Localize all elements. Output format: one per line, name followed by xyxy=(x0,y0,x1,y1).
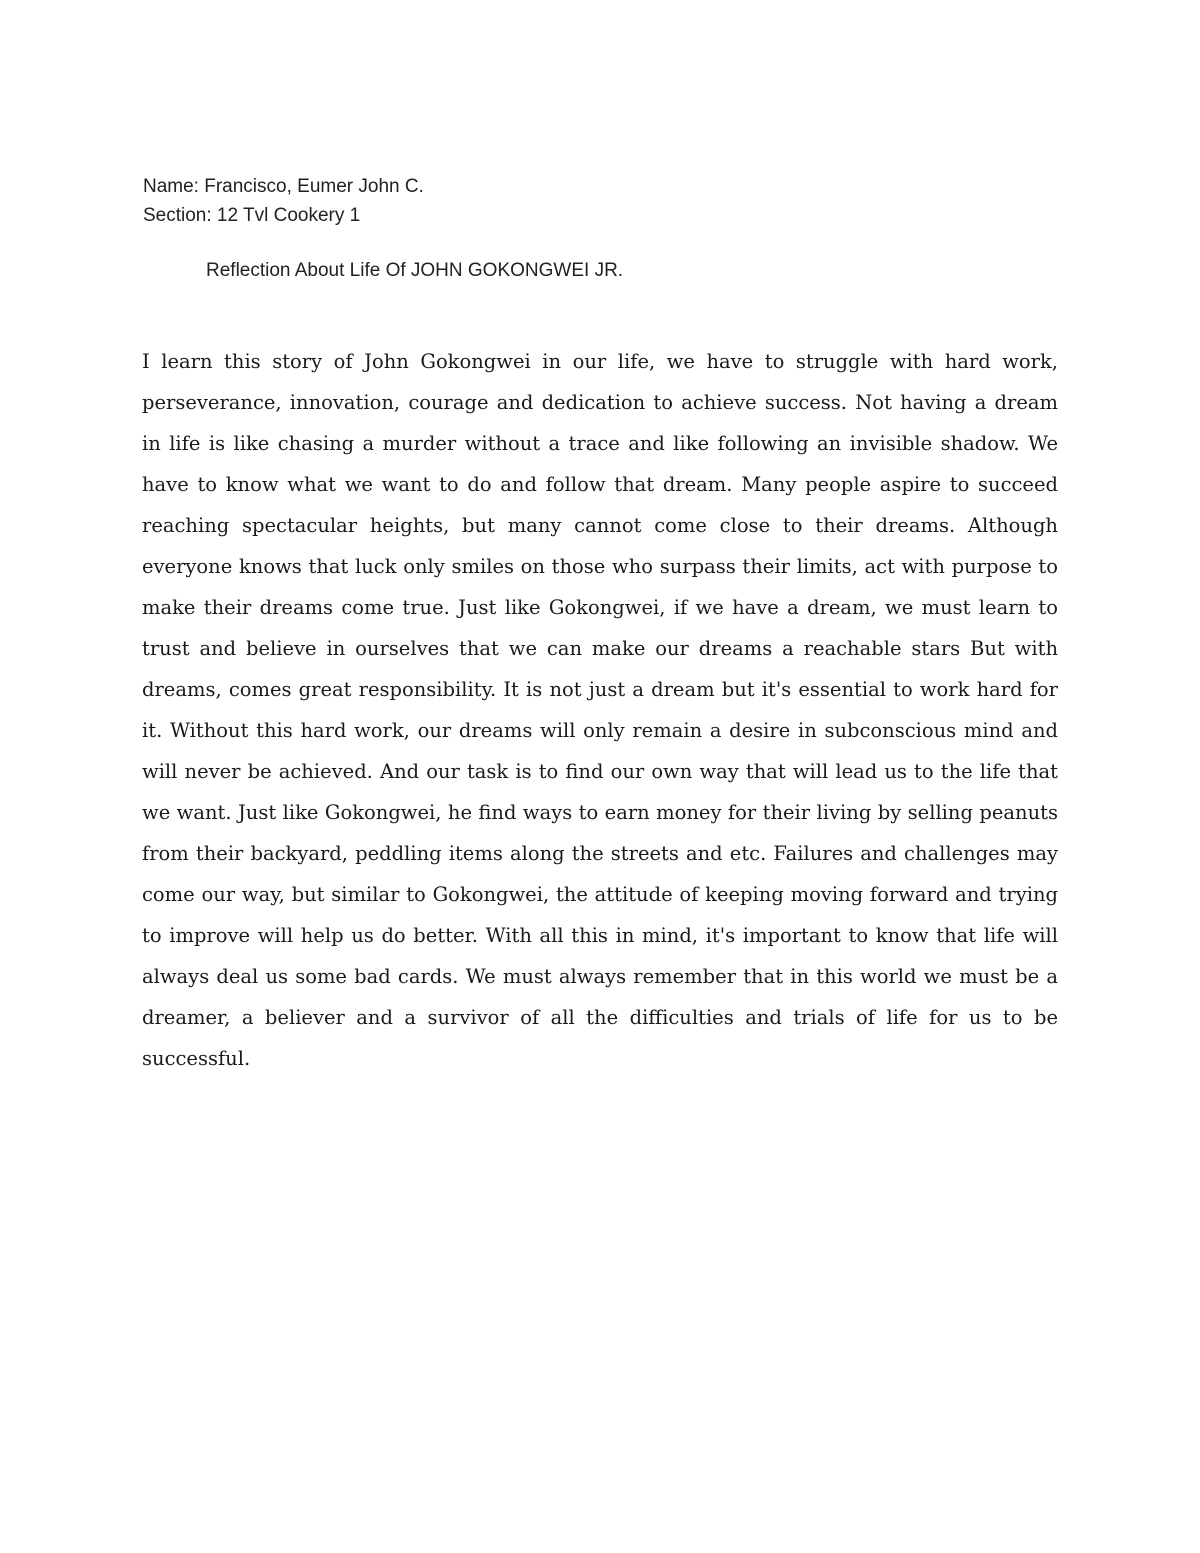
student-section: Section: 12 Tvl Cookery 1 xyxy=(143,205,361,226)
student-name: Name: Francisco, Eumer John C. xyxy=(143,176,424,197)
reflection-paragraph: I learn this story of John Gokongwei in our life, we have to struggle with hard work, perseverance, innovation, courage and dedication to achieve success. Not having a dream in life is like chasing a murder without a trace and like following an invisible shadow. We have to know what we want to do and follow that dream. Many people aspire to succeed reaching spectacular heights, but many cannot come close to their dreams. Although everyone knows that luck only smiles on those who surpass their limits, act with purpose to make their dreams come true. Just like Gokongwei, if we have a dream, we must learn to trust and believe in ourselves that we can make our dreams a reachable stars But with dreams, comes great responsibility. It is not just a dream but it's essential to work hard for it. Without this hard work, our dreams will only remain a desire in subconscious mind and will never be achieved. And our task is to find our own way that will lead us to the life that we want. Just like Gokongwei, he find ways to earn money for their living by selling peanuts from their backyard, peddling items along the streets and etc. Failures and challenges may come our way, but similar to Gokongwei, the attitude of keeping moving forward and trying to improve will help us do better. With all this in mind, it's important to know that life will always deal us some bad cards. We must always remember that in this world we must be a dreamer, a believer and a survivor of all the difficulties and trials of life for us to be successful. xyxy=(142,350,1058,1070)
document-title: Reflection About Life Of JOHN GOKONGWEI JR. xyxy=(206,260,624,281)
student-info-header xyxy=(143,172,424,230)
